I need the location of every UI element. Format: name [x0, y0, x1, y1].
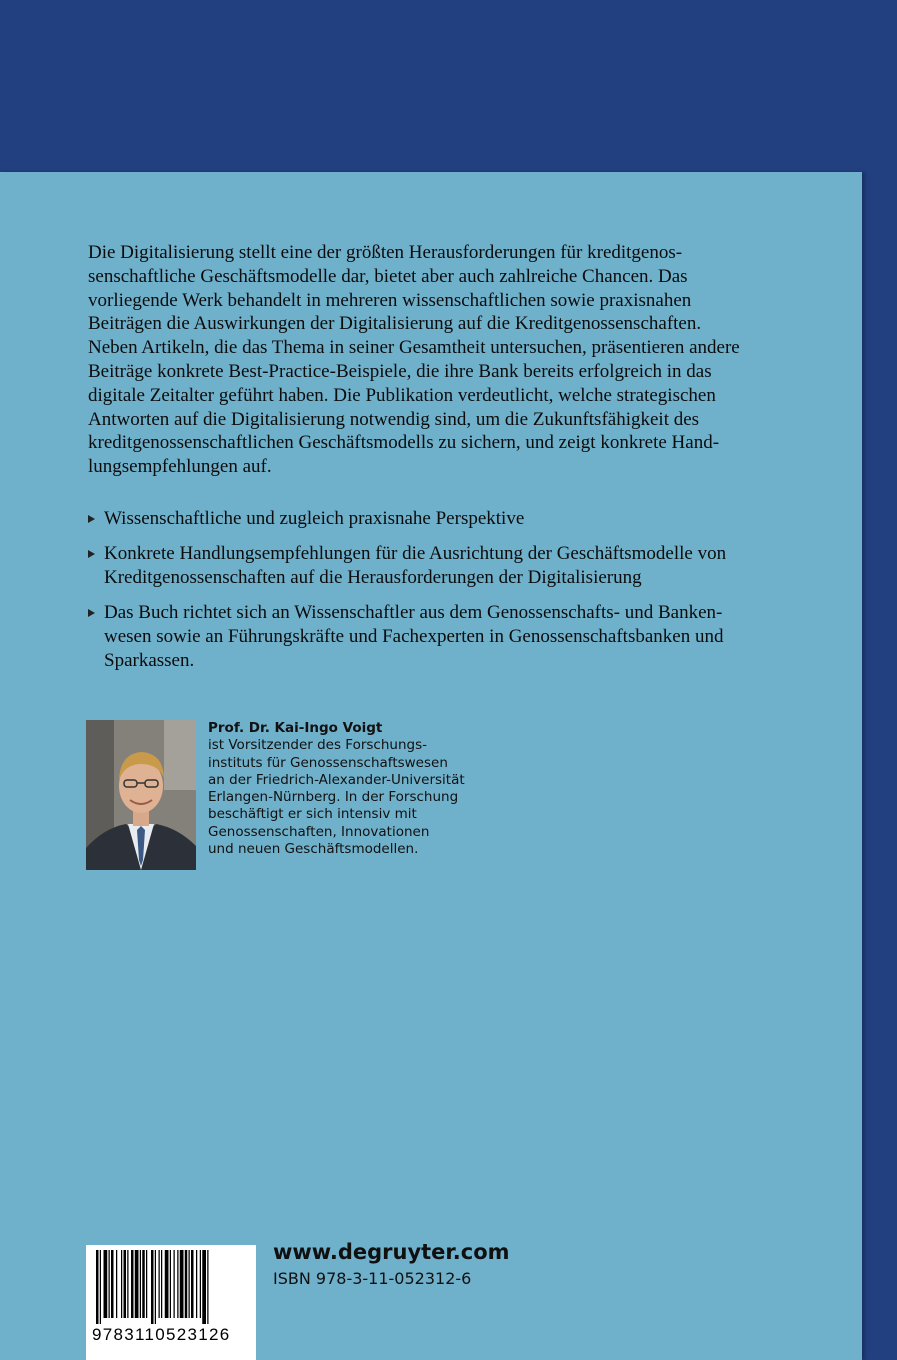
feature-text: Das Buch richtet sich an Wissenschaftler aus dem Genossenschafts- und Banken- — [104, 602, 723, 623]
author-name: Prof. Dr. Kai-Ingo Voigt — [208, 720, 383, 736]
barcode-bar — [96, 1250, 99, 1324]
triangle-right-icon — [88, 550, 95, 558]
triangle-right-icon — [88, 515, 95, 523]
barcode-bar — [142, 1250, 145, 1318]
description-line: Beiträgen die Auswirkungen der Digitalisierung auf die Kreditgenossenschaften. — [88, 313, 702, 335]
barcode-bar — [111, 1250, 114, 1318]
author-bio-line: beschäftigt er sich intensiv mit — [208, 806, 417, 823]
author-bio-line: Erlangen-Nürnberg. In der Forschung — [208, 789, 459, 806]
barcode-bar — [146, 1250, 147, 1318]
feature-item — [88, 507, 788, 531]
description-line: lungsempfehlungen auf. — [88, 456, 272, 478]
feature-text: Wissenschaftliche und zugleich praxisnahe Perspektive — [104, 508, 525, 529]
feature-text: wesen sowie an Führungskräfte und Fachexperten in Genossenschaftsbanken und — [104, 626, 724, 647]
author-bio-line: und neuen Geschäftsmodellen. — [208, 841, 419, 858]
feature-text: Konkrete Handlungsempfehlungen für die Ausrichtung der Geschäftsmodelle von — [104, 543, 727, 564]
barcode-bar — [177, 1250, 178, 1318]
feature-text: Sparkassen. — [104, 650, 195, 671]
barcode-bar — [170, 1250, 171, 1318]
barcode-bar — [135, 1250, 139, 1318]
barcode-bar — [100, 1250, 101, 1324]
description-line: Die Digitalisierung stellt eine der größten Herausforderungen für kreditgenos- — [88, 242, 683, 263]
triangle-right-icon — [88, 609, 95, 617]
author-portrait-illustration — [86, 720, 196, 870]
barcode-bar — [121, 1250, 122, 1318]
description-line: Beiträge konkrete Best-Practice-Beispiele, die ihre Bank bereits erfolgreich in das — [88, 360, 712, 382]
description-line: senschaftliche Geschäftsmodelle dar, bietet aber auch zahlreiche Chancen. Das — [88, 265, 688, 287]
barcode-bar — [131, 1250, 134, 1318]
barcode-bar — [127, 1250, 128, 1318]
barcode-bars — [86, 1245, 256, 1325]
description-line: kreditgenossenschaftlichen Geschäftsmodells zu sichern, und zeigt konkrete Hand- — [88, 432, 720, 454]
feature-item — [88, 542, 788, 590]
description-line: Antworten auf die Digitalisierung notwendig sind, um die Zukunftsfähigkeit des — [88, 408, 700, 430]
barcode-bar — [161, 1250, 162, 1318]
barcode-bar — [165, 1250, 169, 1318]
barcode-bar — [155, 1250, 156, 1324]
feature-item — [88, 601, 788, 673]
barcode-bar — [116, 1250, 117, 1318]
book-description — [88, 241, 778, 479]
author-bio-line: Genossenschaften, Innovationen — [208, 823, 430, 840]
author-bio — [208, 720, 508, 858]
publisher-website[interactable]: www.degruyter.com — [273, 1240, 510, 1264]
description-line: digitale Zeitalter geführt haben. Die Publikation verdeutlicht, welche strategischen — [88, 384, 716, 406]
barcode-bar — [109, 1250, 110, 1318]
barcode-bar — [202, 1250, 206, 1324]
feature-list — [88, 507, 788, 684]
barcode-bar — [185, 1250, 188, 1318]
barcode-bar — [189, 1250, 190, 1318]
description-line: Neben Artikeln, die das Thema in seiner Gesamtheit untersuchen, präsentieren andere — [88, 337, 740, 359]
barcode-bar — [207, 1250, 208, 1324]
barcode-bar — [104, 1250, 108, 1318]
author-photo — [86, 720, 196, 870]
barcode-bar — [140, 1250, 141, 1318]
isbn-barcode — [86, 1245, 256, 1360]
isbn-number: ISBN 978-3-11-052312-6 — [273, 1269, 472, 1288]
barcode-bar — [180, 1250, 184, 1318]
barcode-bar — [196, 1250, 197, 1318]
barcode-bar — [159, 1250, 160, 1318]
barcode-digits: 9783110523126 — [92, 1325, 231, 1344]
barcode-bar — [191, 1250, 194, 1318]
barcode-bar — [151, 1250, 154, 1324]
barcode-bar — [174, 1250, 175, 1318]
author-bio-line: an der Friedrich-Alexander-Universität — [208, 771, 465, 788]
barcode-bar — [200, 1250, 201, 1318]
feature-text: Kreditgenossenschaften auf die Herausforderungen der Digitalisierung — [104, 567, 642, 588]
barcode-bar — [124, 1250, 127, 1318]
author-bio-line: instituts für Genossenschaftswesen — [208, 754, 448, 771]
author-bio-line: ist Vorsitzender des Forschungs- — [208, 737, 427, 754]
description-line: vorliegende Werk behandelt in mehreren wissenschaftlichen sowie praxisnahen — [88, 289, 692, 311]
